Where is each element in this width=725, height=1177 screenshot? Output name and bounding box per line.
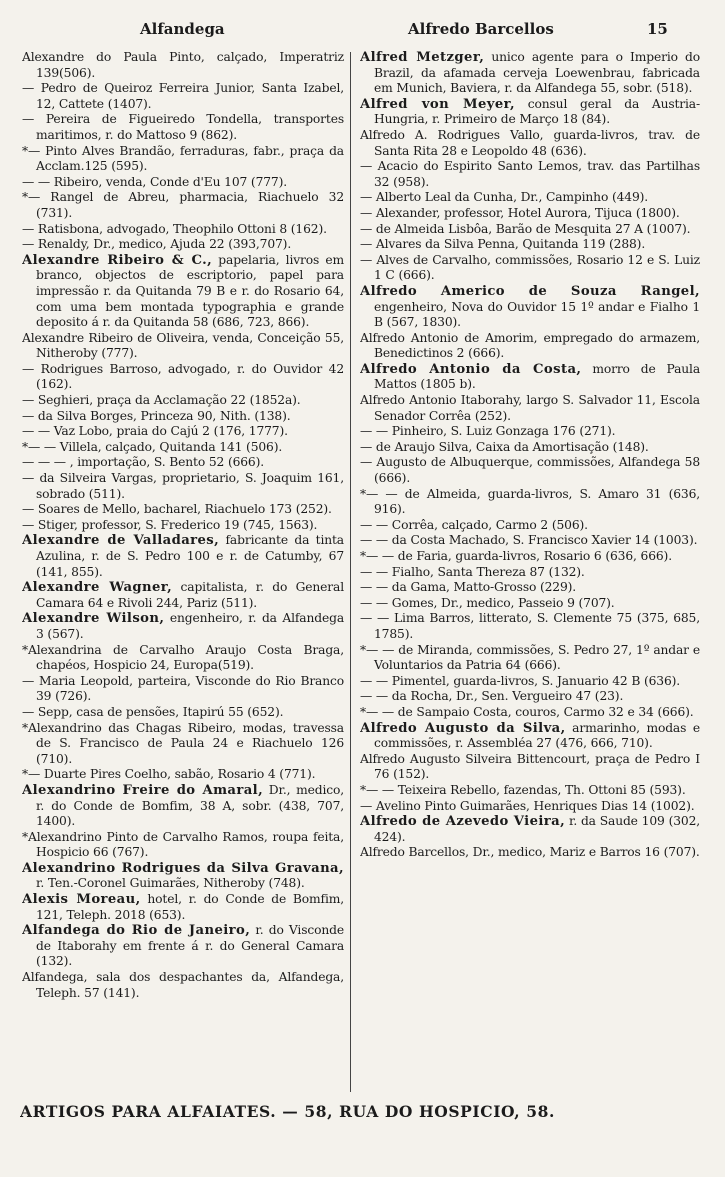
- directory-entry: [22, 112, 344, 143]
- directory-entry: [360, 814, 700, 845]
- directory-entry: [22, 861, 344, 892]
- entry-text: r. do Visconde de Itaborahy em frente á r. do General Camara (132).: [36, 923, 344, 969]
- directory-entry: [360, 455, 700, 486]
- directory-entry: [22, 455, 344, 471]
- right-column: [360, 50, 700, 1095]
- directory-entry: [360, 159, 700, 190]
- entry-text: Alfredo Antonio de Amorim, empregado do armazem, Benedictinos 2 (666).: [360, 330, 700, 361]
- directory-entry: [360, 253, 700, 284]
- entry-name: Alexandrino Freire do Amaral,: [22, 782, 264, 798]
- entry-text: Alfredo Barcellos, Dr., medico, Mariz e Barros 16 (707).: [360, 845, 700, 860]
- entry-text: *— — Teixeira Rebello, fazendas, Th. Ottoni 85 (593).: [360, 782, 686, 797]
- entry-text: *— — de Sampaio Costa, couros, Carmo 32 e 34 (666).: [360, 704, 694, 719]
- directory-entry: [360, 206, 700, 222]
- entry-text: — Stiger, professor, S. Frederico 19 (745, 1563).: [22, 517, 318, 532]
- directory-entry: [22, 190, 344, 221]
- directory-entry: [360, 190, 700, 206]
- directory-entry: [360, 393, 700, 424]
- directory-entry: [360, 518, 700, 534]
- directory-entry: [360, 752, 700, 783]
- entry-text: *— — Villela, calçado, Quitanda 141 (506).: [22, 439, 283, 454]
- entry-text: — Pereira de Figueiredo Tondella, transportes maritimos, r. do Mattoso 9 (862).: [22, 112, 344, 142]
- directory-entry: [360, 565, 700, 581]
- entry-text: engenheiro, Nova do Ouvidor 15 1º andar e Fialho 1 B (567, 1830).: [374, 299, 700, 330]
- directory-entry: [360, 674, 700, 690]
- directory-entry: [360, 611, 700, 642]
- entry-text: — — Gomes, Dr., medico, Passeio 9 (707).: [360, 595, 615, 610]
- page-number: 15: [647, 20, 668, 38]
- entry-text: — da Silveira Vargas, proprietario, S. Joaquim 161, sobrado (511).: [22, 471, 344, 501]
- directory-entry: [22, 440, 344, 456]
- entry-text: — Alberto Leal da Cunha, Dr., Campinho (449).: [360, 190, 649, 205]
- directory-entry: [22, 970, 344, 1001]
- directory-entry: [22, 253, 344, 331]
- directory-entry: [360, 237, 700, 253]
- entry-text: — — Fialho, Santa Thereza 87 (132).: [360, 564, 585, 579]
- entry-name: Alfandega do Rio de Janeiro,: [22, 923, 251, 939]
- running-head-center: Alfredo Barcellos: [408, 20, 554, 38]
- directory-entry: [360, 580, 700, 596]
- entry-text: — Alvares da Silva Penna, Quitanda 119 (288).: [360, 237, 646, 252]
- entry-text: — Alves de Carvalho, commissões, Rosario 12 e S. Luiz 1 C (666).: [360, 252, 700, 283]
- entry-text: — — Pinheiro, S. Luiz Gonzaga 176 (271).: [360, 424, 616, 439]
- entry-text: unico agente para o Imperio do Brazil, da afamada cerveja Loewenbrau, fabricada em Munich, Baviera, r. da Alfandega 55, sobr. (518).: [374, 50, 700, 96]
- entry-text: — Avelino Pinto Guimarães, Henriques Dias 14 (1002).: [360, 798, 695, 813]
- entry-text: *Alexandrino das Chagas Ribeiro, modas, travessa de S. Francisco de Paula 24 e Riachuelo 126 (710).: [22, 720, 344, 766]
- entry-text: — Soares de Mello, bacharel, Riachuelo 173 (252).: [22, 502, 332, 517]
- directory-entry: [360, 284, 700, 331]
- directory-entry: [360, 721, 700, 752]
- entry-name: Alfredo Americo de Souza Rangel,: [360, 283, 700, 299]
- entry-text: — — Corrêa, calçado, Carmo 2 (506).: [360, 517, 588, 532]
- entry-name: Alfredo de Azevedo Vieira,: [360, 814, 566, 830]
- entry-text: — Alexander, professor, Hotel Aurora, Tijuca (1800).: [360, 205, 680, 220]
- entry-text: — Renaldy, Dr., medico, Ajuda 22 (393,707).: [22, 237, 292, 252]
- directory-entry: [360, 50, 700, 97]
- directory-entry: [22, 783, 344, 830]
- directory-entry: [360, 128, 700, 159]
- directory-entry: [360, 222, 700, 238]
- entry-text: — Rodrigues Barroso, advogado, r. do Ouvidor 42 (162).: [22, 361, 344, 392]
- directory-entry: [22, 237, 344, 253]
- directory-entry: [22, 923, 344, 970]
- entry-text: — — Ribeiro, venda, Conde d'Eu 107 (777).: [22, 174, 288, 189]
- entry-text: — — da Costa Machado, S. Francisco Xavier 14 (1003).: [360, 533, 698, 548]
- directory-entry: [360, 97, 700, 128]
- entry-text: r. da Saude 109 (302, 424).: [374, 814, 700, 844]
- entry-text: — — Lima Barros, litterato, S. Clemente 75 (375, 685, 1785).: [360, 611, 700, 641]
- entry-text: hotel, r. do Conde de Bomfim, 121, Teleph. 2018 (653).: [36, 892, 344, 922]
- directory-entry: [360, 362, 700, 393]
- entry-text: — de Araujo Silva, Caixa da Amortisação (148).: [360, 439, 649, 454]
- entry-text: fabricante da tinta Azulina, r. de S. Pedro 100 e r. de Catumby, 67 (141, 855).: [36, 533, 344, 579]
- entry-name: Alfred von Meyer,: [360, 96, 516, 112]
- directory-entry: [360, 440, 700, 456]
- directory-entry: [22, 830, 344, 861]
- entry-text: — — Vaz Lobo, praia do Cajú 2 (176, 1777).: [22, 424, 288, 439]
- entry-name: Alexandrino Rodrigues da Silva Gravana,: [22, 860, 344, 876]
- entry-text: r. Ten.-Coronel Guimarães, Nitheroby (748).: [36, 876, 305, 891]
- directory-entry: [360, 533, 700, 549]
- directory-entry: [22, 50, 344, 81]
- entry-text: Alfandega, sala dos despachantes da, Alfandega, Teleph. 57 (141).: [22, 970, 344, 1000]
- entry-text: armarinho, modas e commissões, r. Assembléa 27 (476, 666, 710).: [374, 720, 700, 751]
- directory-entry: [22, 471, 344, 502]
- entry-name: Alexandre Wilson,: [22, 611, 165, 627]
- directory-entry: [22, 175, 344, 191]
- column-divider: [350, 52, 351, 1092]
- entry-text: *— Pinto Alves Brandão, ferraduras, fabr., praça da Acclam.125 (595).: [22, 143, 344, 174]
- entry-text: papelaria, livros em branco, objectos de escriptorio, papel para impressão r. da Quitanda 79 B e r. do Rosario 64, com uma bem montada typographia e grande deposito á r. da Quitanda 58 (686, 723, 866).: [36, 252, 344, 330]
- footer-advertisement: ARTIGOS PARA ALFAIATES. — 58, RUA DO HOSPICIO, 58.: [20, 1102, 555, 1121]
- entry-text: — Seghieri, praça da Acclamação 22 (1852a).: [22, 393, 301, 408]
- entry-text: *— Rangel de Abreu, pharmacia, Riachuelo 32 (731).: [22, 190, 344, 220]
- entry-text: *Alexandrina de Carvalho Araujo Costa Braga, chapéos, Hospicio 24, Europa(519).: [22, 642, 344, 673]
- entry-text: — Sepp, casa de pensões, Itapirú 55 (652).: [22, 704, 284, 719]
- directory-entry: [22, 424, 344, 440]
- directory-entry: [360, 487, 700, 518]
- directory-entry: [360, 424, 700, 440]
- left-column: [22, 50, 344, 1095]
- directory-entry: [22, 409, 344, 425]
- entry-text: morro de Paula Mattos (1805 b).: [374, 361, 700, 392]
- directory-entry: [22, 533, 344, 580]
- entry-text: — — da Rocha, Dr., Sen. Vergueiro 47 (23).: [360, 689, 624, 704]
- entry-text: Dr., medico, r. do Conde de Bomfim, 38 A, sobr. (438, 707, 1400).: [36, 782, 344, 829]
- entry-text: *— Duarte Pires Coelho, sabão, Rosario 4 (771).: [22, 767, 316, 782]
- entry-text: consul geral da Austria-Hungria, r. Primeiro de Março 18 (84).: [374, 96, 700, 127]
- entry-text: — — — , importação, S. Bento 52 (666).: [22, 455, 265, 470]
- directory-entry: [360, 549, 700, 565]
- directory-entry: [360, 643, 700, 674]
- directory-entry: [22, 580, 344, 611]
- entry-text: — Pedro de Queiroz Ferreira Junior, Santa Izabel, 12, Cattete (1407).: [22, 81, 344, 111]
- entry-text: engenheiro, r. da Alfandega 3 (567).: [36, 611, 344, 641]
- entry-text: — Acacio do Espirito Santo Lemos, trav. das Partilhas 32 (958).: [360, 159, 700, 189]
- directory-entry: [22, 705, 344, 721]
- entry-name: Alfredo Antonio da Costa,: [360, 361, 582, 377]
- entry-text: Alfredo A. Rodrigues Vallo, guarda-livros, trav. de Santa Rita 28 e Leopoldo 48 (636).: [360, 127, 700, 158]
- entry-text: Alfredo Antonio Itaborahy, largo S. Salvador 11, Escola Senador Corrêa (252).: [360, 393, 700, 423]
- directory-entry: [22, 331, 344, 362]
- directory-entry: [22, 643, 344, 674]
- directory-entry: [22, 674, 344, 705]
- directory-entry: [22, 721, 344, 768]
- entry-text: — Augusto de Albuquerque, commissões, Alfandega 58 (666).: [360, 455, 700, 486]
- directory-entry: [22, 222, 344, 238]
- directory-entry: [22, 144, 344, 175]
- entry-name: Alexis Moreau,: [22, 892, 141, 908]
- directory-entry: [22, 362, 344, 393]
- directory-entry: [360, 331, 700, 362]
- entry-text: — da Silva Borges, Princeza 90, Nith. (138).: [22, 408, 291, 423]
- entry-text: *— — de Miranda, commissões, S. Pedro 27, 1º andar e Voluntarios da Patria 64 (666).: [360, 642, 700, 673]
- directory-entry: [360, 596, 700, 612]
- entry-name: Alexandre de Valladares,: [22, 533, 220, 549]
- entry-name: Alexandre Ribeiro & C.,: [22, 252, 213, 268]
- directory-entry: [22, 393, 344, 409]
- directory-entry: [360, 845, 700, 861]
- entry-name: Alfredo Augusto da Silva,: [360, 720, 566, 736]
- directory-entry: [22, 767, 344, 783]
- entry-text: Alexandre Ribeiro de Oliveira, venda, Conceição 55, Nitheroby (777).: [22, 330, 344, 361]
- entry-text: *— — de Faria, guarda-livros, Rosario 6 (636, 666).: [360, 549, 672, 563]
- directory-entry: [360, 689, 700, 705]
- directory-entry: [360, 783, 700, 799]
- entry-text: — de Almeida Lisbôa, Barão de Mesquita 27 A (1007).: [360, 221, 691, 236]
- directory-entry: [360, 705, 700, 721]
- entry-text: *— — de Almeida, guarda-livros, S. Amaro 31 (636, 916).: [360, 486, 700, 517]
- directory-entry: [22, 611, 344, 642]
- directory-entry: [22, 892, 344, 923]
- entry-text: — — Pimentel, guarda-livros, S. Januario 42 B (636).: [360, 673, 681, 688]
- entry-text: — Maria Leopold, parteira, Visconde do Rio Branco 39 (726).: [22, 673, 344, 704]
- directory-entry: [22, 518, 344, 534]
- entry-text: — Ratisbona, advogado, Theophilo Ottoni 8 (162).: [22, 221, 327, 236]
- entry-text: *Alexandrino Pinto de Carvalho Ramos, roupa feita, Hospicio 66 (767).: [22, 829, 344, 860]
- entry-name: Alexandre Wagner,: [22, 580, 173, 596]
- entry-text: capitalista, r. do General Camara 64 e Rivoli 244, Pariz (511).: [36, 580, 344, 610]
- running-head-left: Alfandega: [140, 20, 225, 38]
- directory-entry: [360, 799, 700, 815]
- entry-text: Alexandre do Paula Pinto, calçado, Imperatriz 139(506).: [22, 50, 344, 80]
- entry-name: Alfred Metzger,: [360, 50, 485, 65]
- entry-text: — — da Gama, Matto-Grosso (229).: [360, 580, 577, 595]
- directory-entry: [22, 502, 344, 518]
- directory-entry: [22, 81, 344, 112]
- entry-text: Alfredo Augusto Silveira Bittencourt, praça de Pedro I 76 (152).: [360, 751, 700, 782]
